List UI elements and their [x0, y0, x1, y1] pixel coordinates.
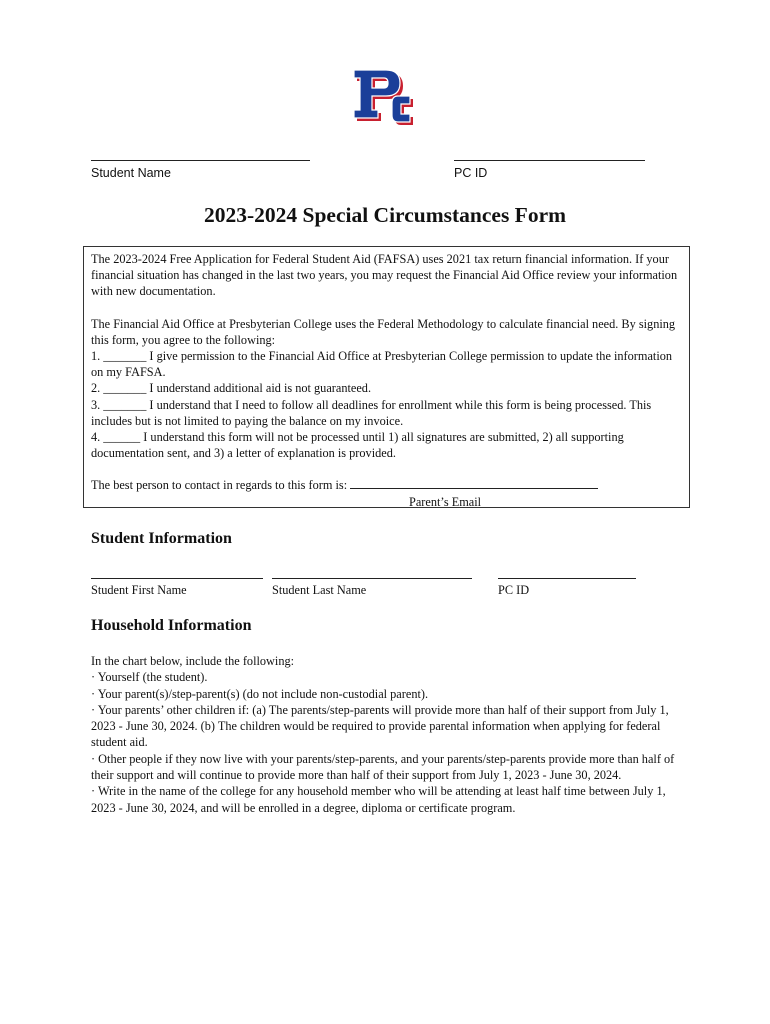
student-pc-id-label: PC ID	[498, 583, 530, 597]
terms-item-1: 1. _______ I give permission to the Financial Aid Office at Presbyterian College permission to update the information on my FAFSA.	[91, 349, 673, 380]
last-name-line[interactable]	[272, 578, 472, 579]
student-info-heading: Student Information	[91, 530, 232, 547]
student-pc-id-line[interactable]	[498, 578, 636, 579]
household-bullet-2: · Your parent(s)/step-parent(s) (do not include non-custodial parent).	[91, 686, 429, 701]
last-name-label: Student Last Name	[272, 583, 367, 597]
contact-prompt: The best person to contact in regards to this form is:	[91, 478, 348, 493]
pc-id-field[interactable]	[454, 160, 645, 180]
terms-intro: The 2023-2024 Free Application for Federal Student Aid (FAFSA) uses 2021 tax return financial information. If your financial situation has changed in the last two years, you may request the Financial Aid Office review your information with new documentation.	[91, 252, 678, 299]
household-bullet-3: · Your parents’ other children if: (a) The parents/step-parents will provide more than half of their support from July 1, 2023 - June 30, 2024. (b) The children would be required to provide parental information when applying for federal student aid.	[91, 702, 669, 750]
terms-item-2: 2. _______ I understand additional aid is not guaranteed.	[91, 381, 372, 396]
contact-row	[91, 477, 683, 493]
student-name-label: Student Name	[91, 166, 171, 180]
contact-email-line[interactable]	[350, 478, 598, 489]
page-title: 2023-2024 Special Circumstances Form	[203, 203, 567, 227]
student-name-field[interactable]	[91, 160, 310, 180]
terms-item-3: 3. _______ I understand that I need to follow all deadlines for enrollment while this form is being processed. This includes but is not limited to paying the balance on my invoice.	[91, 397, 652, 428]
household-instructions	[91, 653, 691, 816]
student-pc-id-field[interactable]	[498, 578, 636, 598]
pc-id-line[interactable]	[454, 160, 645, 161]
household-info-heading: Household Information	[91, 617, 252, 634]
household-bullet-4: · Other people if they now live with your parents/step-parents, and your parents/step-parents provide more than half of their support and will continue to provide more than half of their support from July 1, 2023 - June 30, 2024.	[91, 751, 675, 783]
contact-caption: Parent’s Email	[409, 494, 482, 509]
household-bullet-1: · Yourself (the student).	[91, 670, 208, 685]
student-name-line[interactable]	[91, 160, 310, 161]
terms-agreement: The Financial Aid Office at Presbyterian College uses the Federal Methodology to calculate financial need. By signing this form, you agree to the following:	[91, 316, 676, 347]
pc-monogram-logo-icon	[352, 66, 418, 130]
household-bullet-5: · Write in the name of the college for any household member who will be attending at least half time between July 1, 2023 - June 30, 2024, and will be enrolled in a degree, diploma or certificate program.	[91, 784, 666, 815]
terms-item-4: 4. ______ I understand this form will not be processed until 1) all signatures are submitted, 2) all supporting documentation sent, and 3) a letter of explanation is provided.	[91, 430, 624, 461]
last-name-field[interactable]	[272, 578, 472, 598]
household-intro: In the chart below, include the following:	[91, 654, 295, 668]
terms-box	[83, 246, 690, 508]
pc-id-label: PC ID	[454, 166, 488, 180]
first-name-label: Student First Name	[91, 583, 187, 597]
first-name-field[interactable]	[91, 578, 263, 598]
first-name-line[interactable]	[91, 578, 263, 579]
